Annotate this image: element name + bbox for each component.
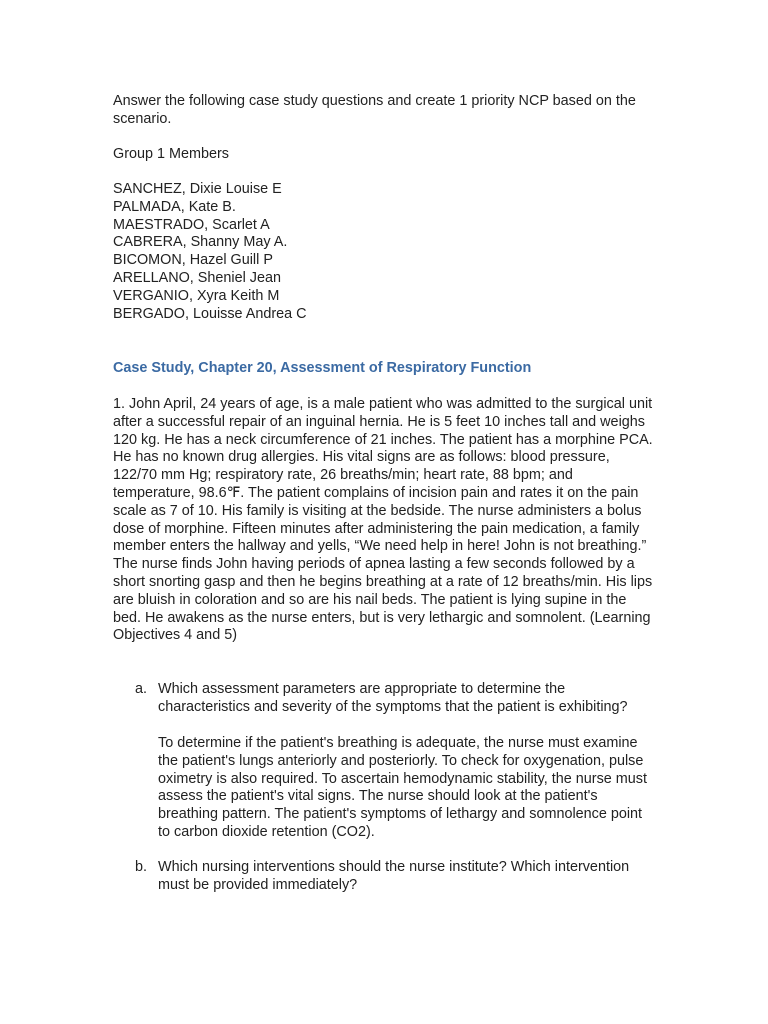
member-name: SANCHEZ, Dixie Louise E [113, 181, 282, 197]
case-scenario-paragraph: 1. John April, 24 years of age, is a male patient who was admitted to the surgical unit after a successful repair of an inguinal hernia. He is 5 feet 10 inches tall and weighs 120 kg. He has a neck circumference of 21 inches. The patient has a morphine PCA. He has no known drug allergies. His vital signs are as follows: blood pressure, 122/70 mm Hg; respiratory rate, 26 breaths/min; heart rate, 88 bpm; and temperature, 98.6℉. The patient complains of incision pain and rates it on the pain scale as 7 of 10. His family is visiting at the bedside. The nurse administers a bolus dose of morphine. Fifteen minutes after administering the pain medication, a family member enters the hallway and yells, “We need help in here! John is not breathing.” The nurse finds John having periods of apnea lasting a few seconds followed by a short snorting gasp and then he begins breathing at a rate of 12 breaths/min. His lips are bluish in coloration and so are his nail beds. The patient is lying supine in the bed. He awakens as the nurse enters, but is very lethargic and somnolent. (Learning Objectives 4 and 5) [113, 396, 653, 644]
member-name: PALMADA, Kate B. [113, 198, 236, 215]
case-study-heading: Case Study, Chapter 20, Assessment of Respiratory Function [113, 360, 532, 376]
question-text: Which assessment parameters are appropriate to determine the characteristics and severity of the symptoms that the patient is exhibiting? [158, 681, 628, 715]
question-marker: b. [135, 859, 148, 875]
member-name: MAESTRADO, Scarlet A [113, 216, 270, 233]
answer-a: To determine if the patient's breathing is adequate, the nurse must examine the patient's lungs anteriorly and posteriorly. To check for oxygenation, pulse oximetry is also required. To ascertain hemodynamic stability, the nurse must assess the patient's vital signs. The nurse should look at the patient's breathing pattern. The patient's symptoms of lethargy and somnolence point to carbon dioxide retention (CO2). [158, 735, 647, 840]
group-title: Group 1 Members [113, 146, 229, 162]
member-name: BICOMON, Hazel Guill P [113, 252, 273, 269]
instructions-paragraph: Answer the following case study questions and create 1 priority NCP based on the scenario. [113, 93, 636, 127]
member-name: CABRERA, Shanny May A. [113, 234, 288, 251]
question-marker: a. [135, 681, 148, 697]
member-name: ARELLANO, Sheniel Jean [113, 269, 281, 286]
members-list [113, 181, 658, 323]
member-name: BERGADO, Louisse Andrea C [113, 305, 307, 322]
member-name: VERGANIO, Xyra Keith M [113, 287, 280, 304]
question-text: Which nursing interventions should the nurse institute? Which intervention must be provided immediately? [158, 859, 630, 893]
